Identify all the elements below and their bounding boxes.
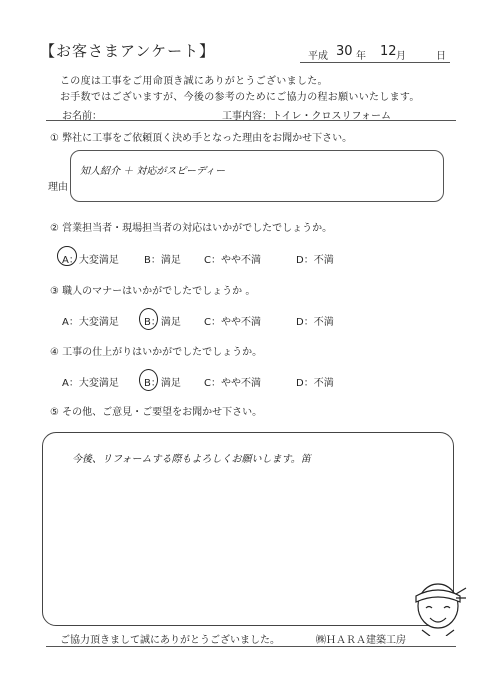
q4-option-c: C：やや不満 xyxy=(204,378,261,389)
company-name: ㈱ＨＡＲＡ建築工房 xyxy=(316,635,406,646)
date-year-value: 30 xyxy=(336,44,353,59)
date-month-value: 12 xyxy=(380,44,397,59)
q4-option-a: A：大変満足 xyxy=(62,378,119,389)
q4-option-b: B：満足 xyxy=(144,378,181,389)
name-label: お名前： xyxy=(62,111,102,122)
q2-option-b: B：満足 xyxy=(144,255,181,266)
work-content: 工事内容：トイレ・クロスリフォーム xyxy=(222,111,391,122)
q3-option-c: C：やや不満 xyxy=(204,317,261,328)
footer-underline xyxy=(46,646,456,647)
q3-option-b: B：満足 xyxy=(144,317,181,328)
q3-option-d: D：不満 xyxy=(296,317,334,328)
question-4: ④ 工事の仕上がりはいかがでしたでしょうか。 xyxy=(50,347,263,358)
q4-option-d: D：不満 xyxy=(296,378,334,389)
q4-selected-circle xyxy=(139,369,158,391)
question-2: ② 営業担当者・現場担当者の対応はいかがでしたでしょうか。 xyxy=(50,223,333,234)
footer-thanks: ご協力頂きまして誠にありがとうございました。 xyxy=(60,635,280,646)
q3-selected-circle xyxy=(139,308,158,330)
q2-option-c: C：やや不満 xyxy=(204,255,261,266)
date-era: 平成 xyxy=(308,51,328,62)
reason-answer: 知人紹介 ＋ 対応がスピーディー xyxy=(80,166,226,177)
comment-answer: 今後、リフォームする際もよろしくお願いします。笛 xyxy=(72,454,311,465)
date-underline xyxy=(300,62,450,63)
q2-option-a: A：大変満足 xyxy=(62,255,119,266)
q2-option-d: D：不満 xyxy=(296,255,334,266)
date-month-label: 月 xyxy=(396,51,406,62)
q3-option-a: A：大変満足 xyxy=(62,317,119,328)
date-year-label: 年 xyxy=(356,51,366,62)
info-underline xyxy=(46,120,456,121)
survey-title: 【お客さまアンケート】 xyxy=(40,42,216,60)
intro-line-2: お手数ではございますが、今後の参考のためにご協力の程お願いいたします。 xyxy=(60,92,420,103)
question-5: ⑤ その他、ご意見・ご要望をお聞かせ下さい。 xyxy=(50,407,263,418)
mascot-illustration xyxy=(408,576,468,636)
q2-selected-circle xyxy=(57,246,77,266)
question-3: ③ 職人のマナーはいかがでしたでしょうか 。 xyxy=(50,286,256,297)
reason-label: 理由 xyxy=(48,182,68,193)
question-1: ① 弊社に工事をご依頼頂く決め手となった理由をお聞かせ下さい。 xyxy=(50,133,353,144)
intro-line-1: この度は工事をご用命頂き誠にありがとうございました。 xyxy=(60,76,328,87)
date-day-label: 日 xyxy=(436,51,446,62)
